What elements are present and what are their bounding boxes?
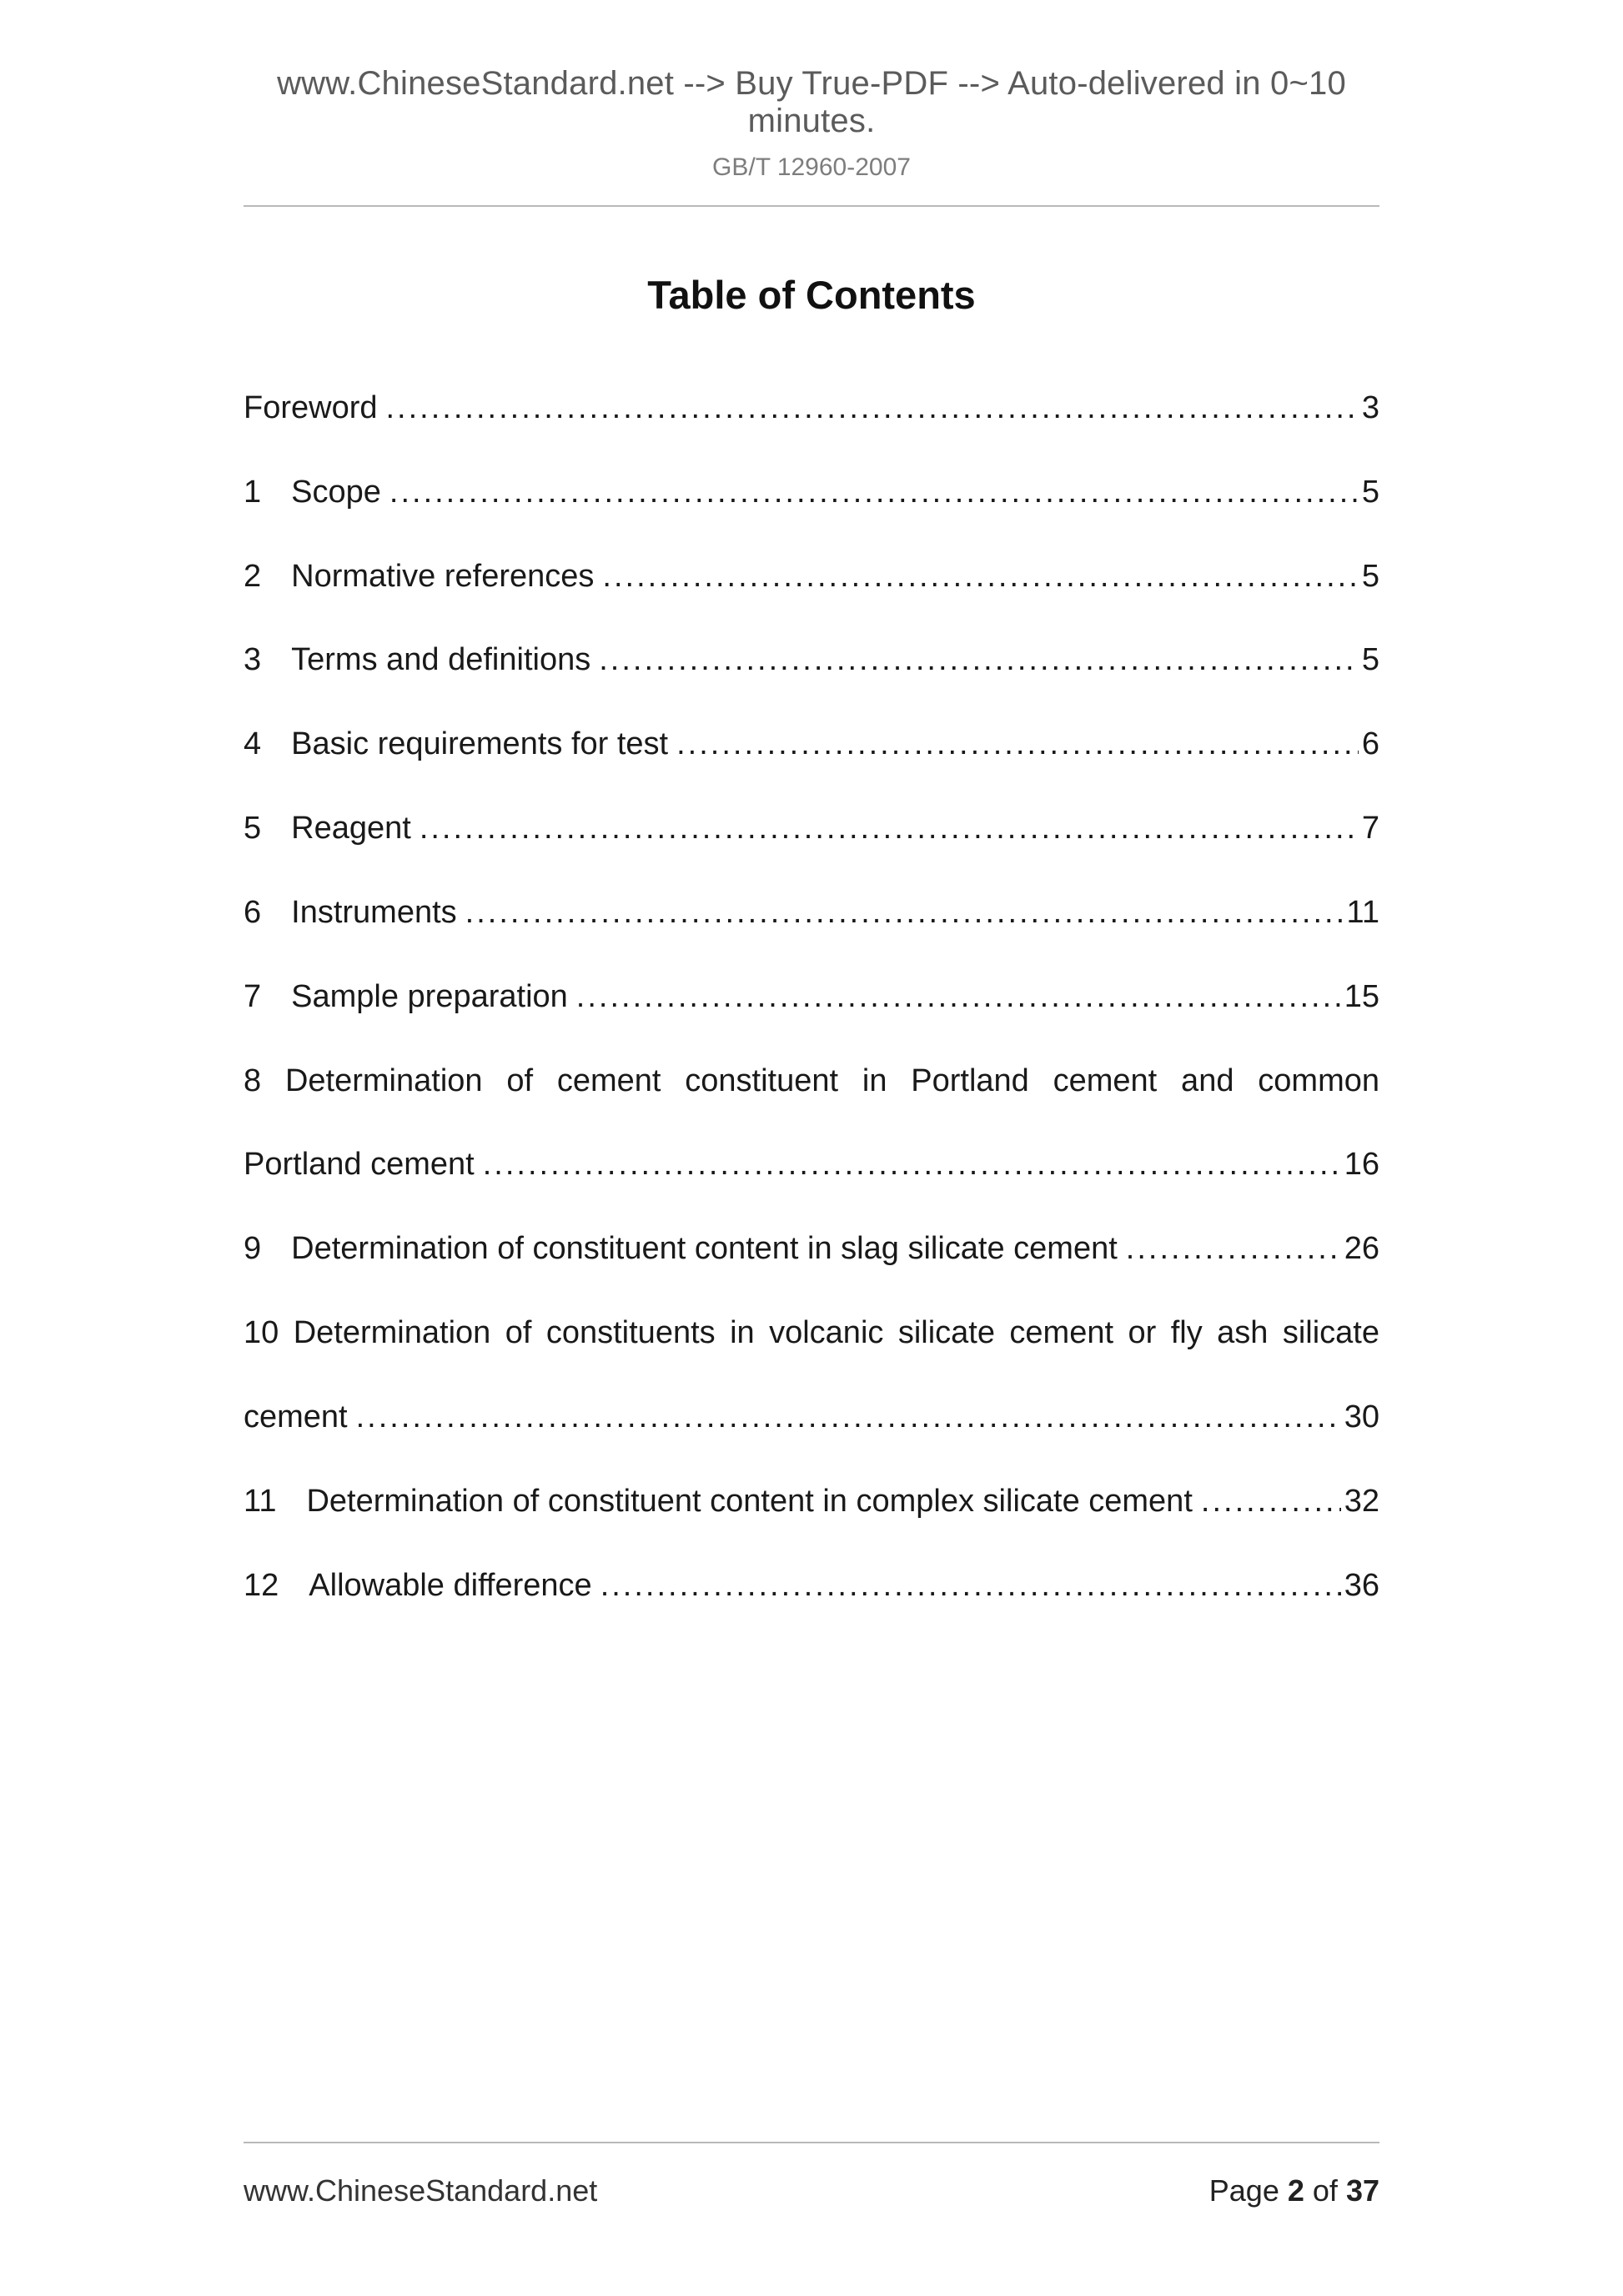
toc-dot-leader <box>420 810 1359 847</box>
toc-entry-page: 6 <box>1361 726 1379 762</box>
toc-entry <box>244 641 1379 679</box>
toc-dot-leader <box>599 641 1359 679</box>
toc-list <box>244 389 1379 1604</box>
toc-entry-page: 5 <box>1361 474 1379 510</box>
toc-entry-page: 36 <box>1344 1567 1379 1603</box>
toc-dot-leader <box>386 389 1359 427</box>
page-footer <box>244 2142 1379 2208</box>
toc-entry <box>244 389 1379 427</box>
toc-entry-number: 6 <box>244 894 262 930</box>
toc-entry-label: Normative references <box>291 558 595 594</box>
toc-entry-page: 30 <box>1344 1399 1379 1434</box>
toc-entry <box>244 1146 1379 1183</box>
toc-entry <box>244 1063 1379 1100</box>
toc-entry-page: 5 <box>1361 642 1379 678</box>
toc-dot-leader <box>1126 1230 1341 1268</box>
page-title: Table of Contents <box>647 273 976 317</box>
toc-entry-number: 12 <box>244 1567 279 1603</box>
toc-dot-leader <box>465 894 1344 932</box>
page-indicator-current: 2 <box>1287 2173 1304 2208</box>
toc-entry-number: 7 <box>244 978 262 1014</box>
toc-entry-label: cement <box>244 1399 348 1434</box>
standard-number: GB/T 12960-2007 <box>712 153 911 181</box>
toc-entry-label: Determination of constituents in volcanic silicate cement or fly ash silicate <box>293 1315 1379 1351</box>
toc-entry <box>244 1314 1379 1352</box>
toc-entry-number: 10 <box>244 1315 279 1351</box>
toc-entry-label: Reagent <box>291 811 411 847</box>
toc-entry-page: 15 <box>1344 978 1379 1014</box>
toc-dot-leader <box>389 474 1359 511</box>
toc-entry <box>244 894 1379 932</box>
toc-dot-leader <box>576 978 1341 1016</box>
toc-entry-page: 26 <box>1344 1231 1379 1267</box>
toc-entry-number: 11 <box>244 1483 277 1519</box>
toc-entry-label: Determination of constituent content in slag silicate cement <box>291 1231 1118 1267</box>
page-indicator-prefix: Page <box>1208 2173 1279 2208</box>
toc-entry <box>244 1230 1379 1268</box>
header-divider <box>244 205 1379 207</box>
page-indicator-total: 37 <box>1345 2173 1379 2208</box>
page-indicator <box>1209 2173 1379 2208</box>
toc-entry-number: 3 <box>244 642 262 678</box>
toc-entry-number: 8 <box>244 1063 262 1098</box>
toc-dot-leader <box>600 1567 1341 1605</box>
toc-dot-leader <box>602 558 1358 595</box>
toc-entry-page: 5 <box>1361 558 1379 594</box>
toc-entry-label: Foreword <box>244 390 378 425</box>
toc-entry-label: Basic requirements for test <box>291 726 669 762</box>
toc-entry <box>244 810 1379 847</box>
header-banner-text: www.ChineseStandard.net --> Buy True-PDF --> Auto-delivered in 0~10 minutes. <box>277 65 1346 139</box>
page-indicator-separator: of <box>1312 2173 1338 2208</box>
toc-entry-label: Allowable difference <box>309 1567 592 1603</box>
toc-entry-page: 11 <box>1346 894 1379 930</box>
toc-entry-page: 16 <box>1344 1147 1379 1183</box>
toc-entry-label: Determination of cement constituent in Portland cement and common <box>284 1063 1379 1098</box>
page-header <box>244 0 1379 207</box>
toc-entry-label: Sample preparation <box>291 978 568 1014</box>
toc-entry-label: Scope <box>291 474 381 510</box>
toc-entry-label: Terms and definitions <box>291 642 591 678</box>
toc-entry-number: 5 <box>244 811 262 847</box>
toc-entry-number: 1 <box>244 474 262 510</box>
toc-entry-number: 2 <box>244 558 262 594</box>
toc-entry-label: Portland cement <box>244 1147 475 1183</box>
toc-entry <box>244 978 1379 1016</box>
toc-entry-label: Instruments <box>291 894 457 930</box>
toc-dot-leader <box>1201 1483 1341 1520</box>
toc-dot-leader <box>483 1146 1341 1183</box>
toc-entry <box>244 474 1379 511</box>
footer-site-link: www.ChineseStandard.net <box>244 2173 598 2208</box>
toc-entry <box>244 1399 1379 1436</box>
toc-dot-leader <box>356 1399 1341 1436</box>
toc-entry-number: 4 <box>244 726 262 762</box>
toc-entry-page: 32 <box>1344 1483 1379 1519</box>
toc-entry <box>244 1483 1379 1520</box>
toc-entry-page: 7 <box>1361 811 1379 847</box>
toc-entry <box>244 558 1379 595</box>
toc-entry <box>244 726 1379 763</box>
toc-entry-page: 3 <box>1361 390 1379 425</box>
toc-entry-label: Determination of constituent content in complex silicate cement <box>306 1483 1193 1519</box>
toc-entry <box>244 1567 1379 1605</box>
toc-dot-leader <box>676 726 1359 763</box>
toc-entry-number: 9 <box>244 1231 262 1267</box>
